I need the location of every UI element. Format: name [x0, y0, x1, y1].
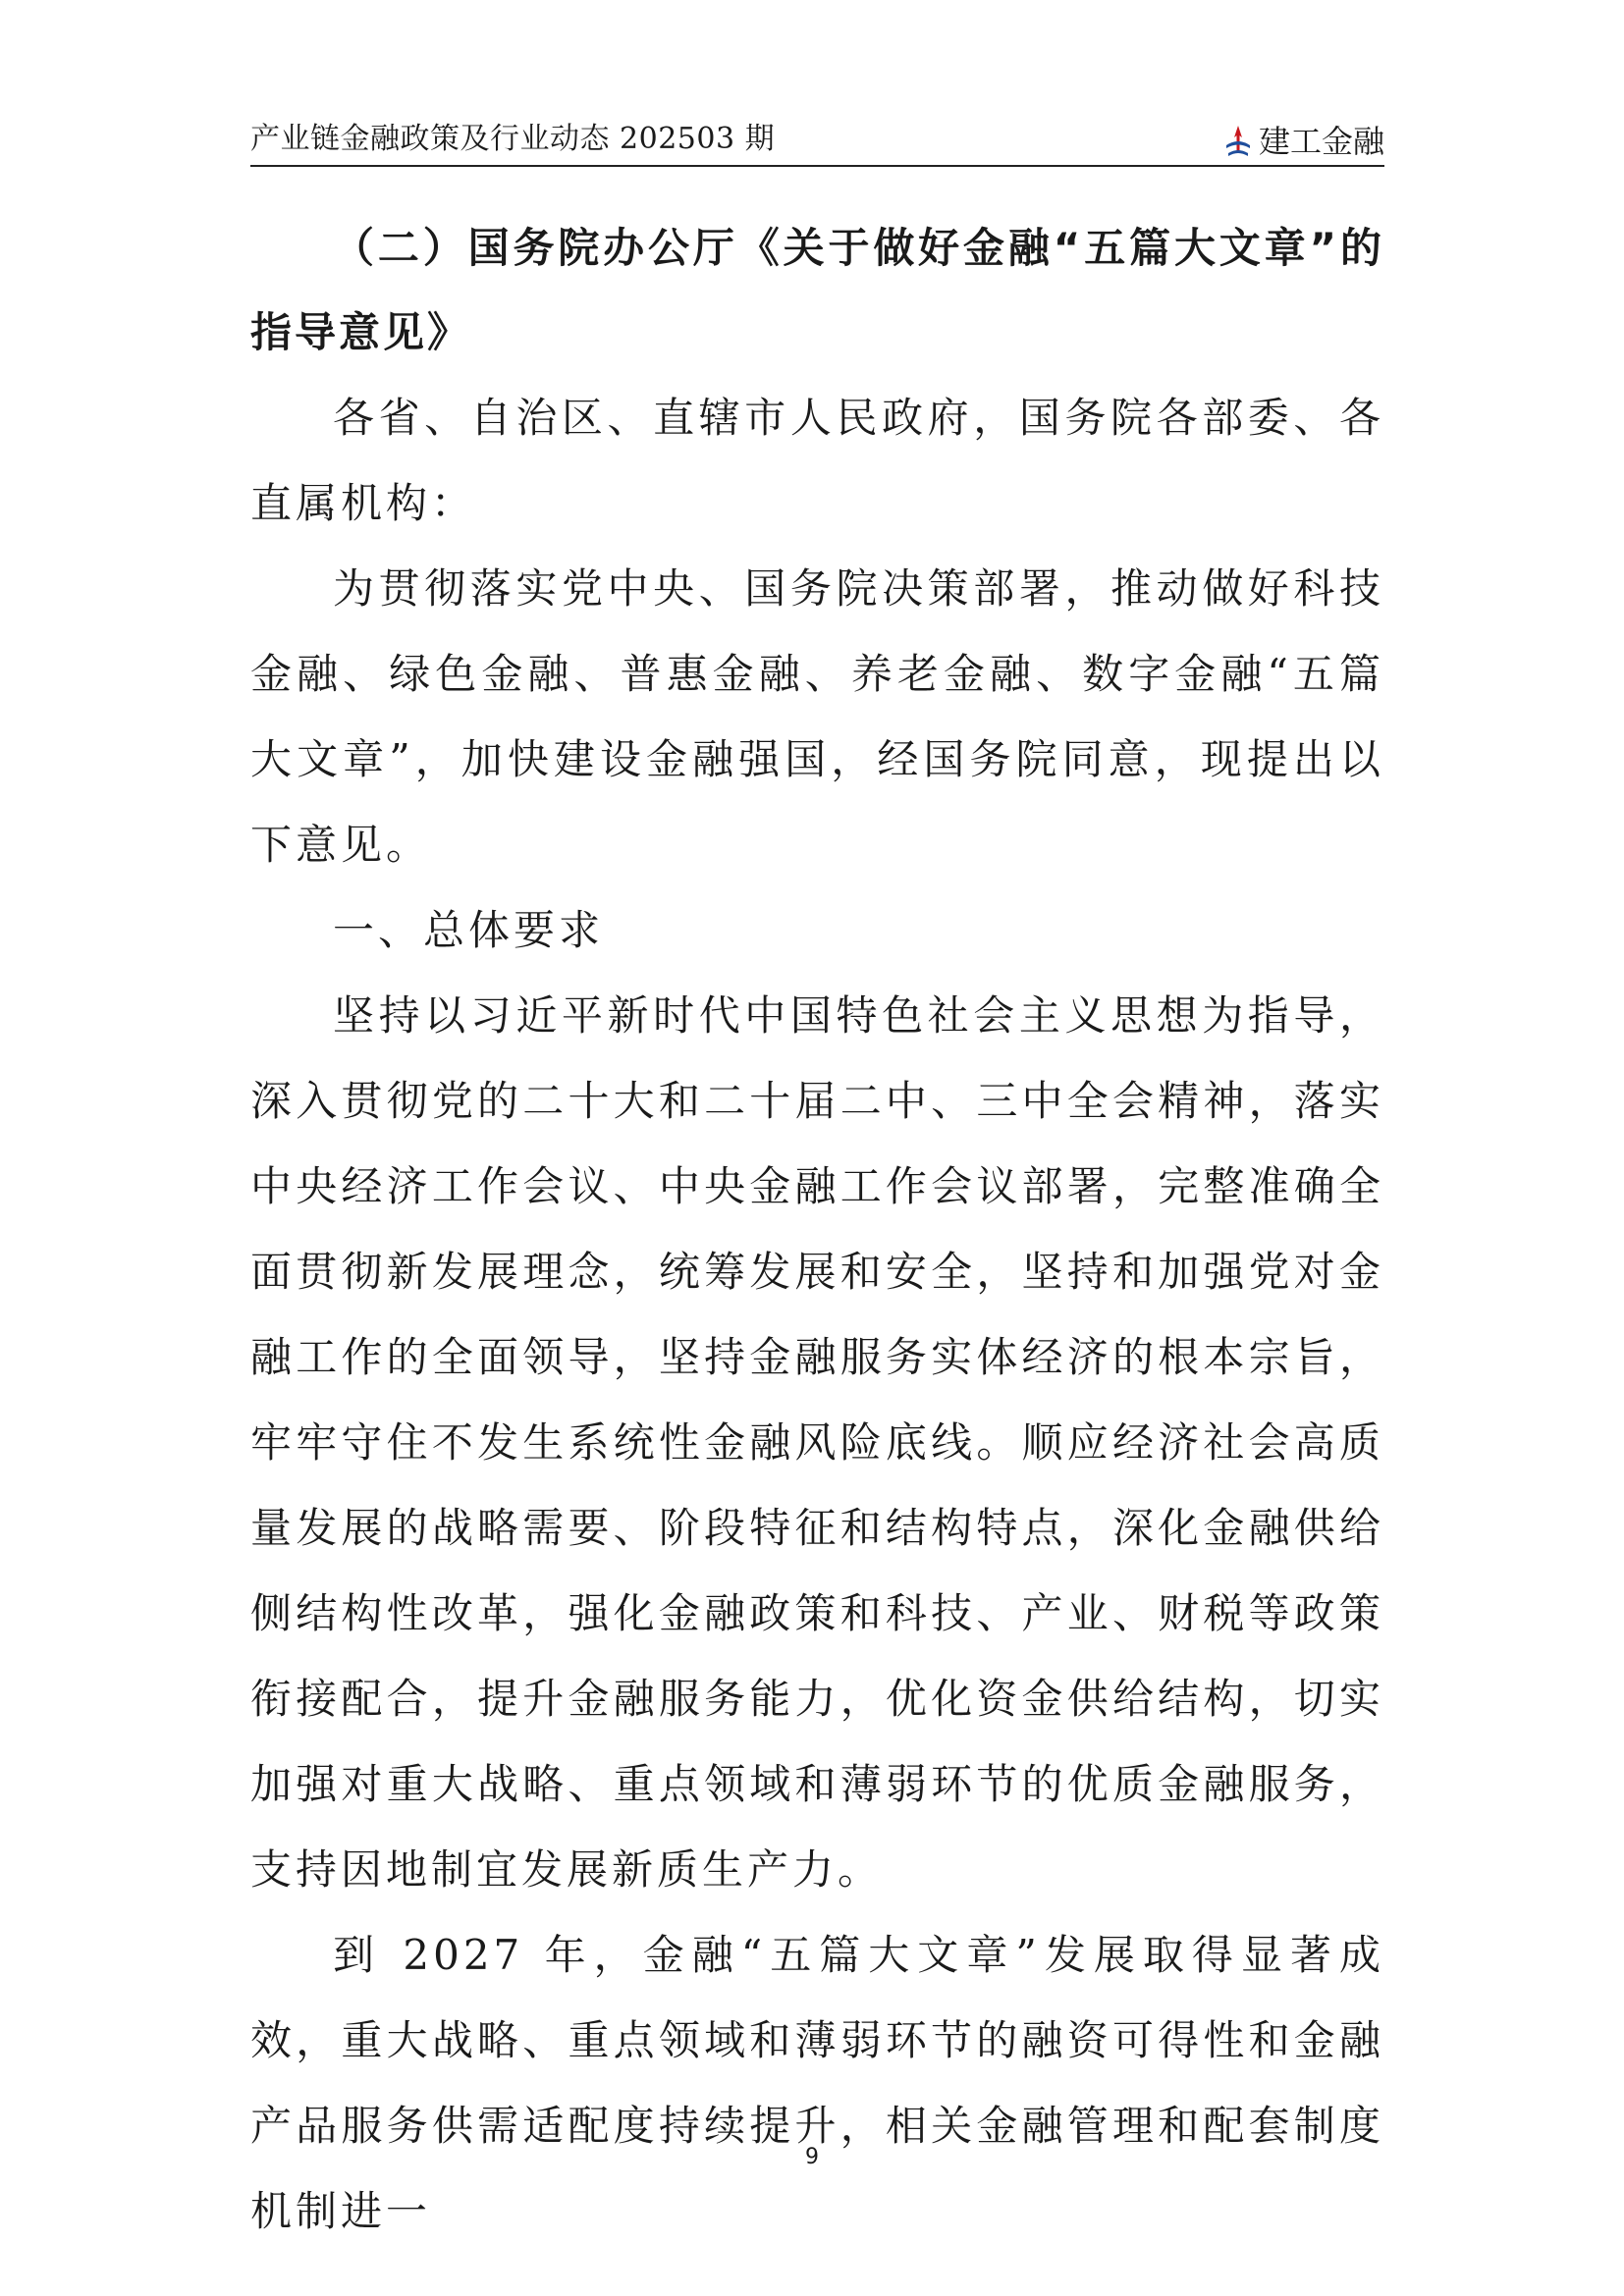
subheading-general-requirements: 一、总体要求: [333, 906, 605, 954]
paragraph-intro: 为贯彻落实党中央、国务院决策部署，推动做好科技金融、绿色金融、普惠金融、养老金融、数字金融“五篇大文章”，加快建设金融强国，经国务院同意，现提出以下意见。: [250, 564, 1384, 869]
paragraph-guiding-principles: 坚持以习近平新时代中国特色社会主义思想为指导，深入贯彻党的二十大和二十届二中、三中全会精神，落实中央经济工作会议、中央金融工作会议部署，完整准确全面贯彻新发展理念，统筹发展和安全，坚持和加强党对金融工作的全面领导，坚持金融服务实体经济的根本宗旨，牢牢守住不发生系统性金融风险底线。顺应经济社会高质量发展的战略需要、阶段特征和结构特点，深化金融供给侧结构性改革，强化金融政策和科技、产业、财税等政策衔接配合，提升金融服务能力，优化资金供给结构，切实加强对重大战略、重点领域和薄弱环节的优质金融服务，支持因地制宜发展新质生产力。: [250, 991, 1384, 1894]
header-title: 产业链金融政策及行业动态 202503 期: [250, 122, 776, 156]
brand-logo-icon: [1223, 124, 1253, 159]
section-heading: （二）国务院办公厅《关于做好金融“五篇大文章”的指导意见》: [250, 224, 1384, 356]
paragraph-addressee: 各省、自治区、直辖市人民政府，国务院各部委、各直属机构：: [250, 394, 1384, 527]
page-number: 9: [805, 2145, 819, 2169]
page-header: [250, 110, 1384, 167]
brand: [1223, 124, 1384, 159]
document-body: [250, 206, 1384, 2254]
brand-name: 建工金融: [1258, 123, 1384, 160]
paragraph-2027-goals: 到 2027 年，金融“五篇大文章”发展取得显著成效，重大战略、重点领域和薄弱环节的融资可得性和金融产品服务供需适配度持续提升，相关金融管理和配套制度机制进一: [250, 1931, 1384, 2235]
